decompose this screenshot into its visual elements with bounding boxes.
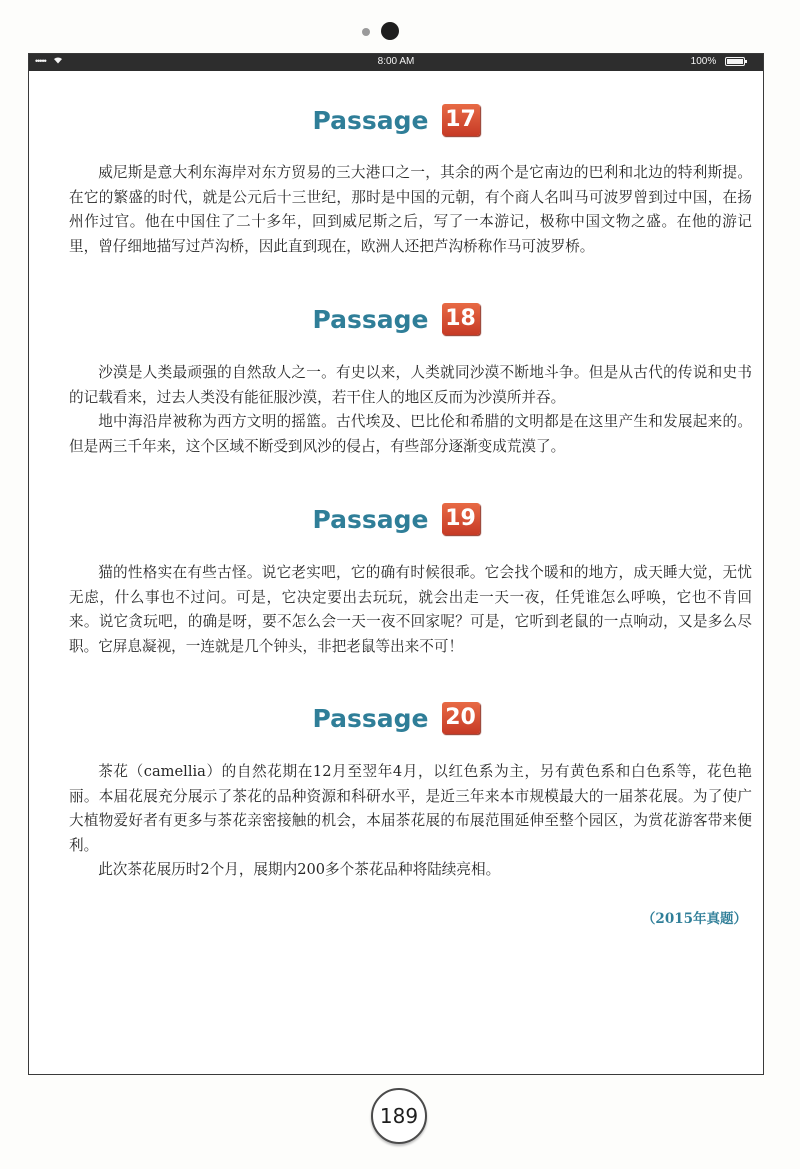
page-number-container — [0, 1088, 800, 1144]
passage-number-badge: 18 — [442, 303, 480, 335]
battery-percent: 100% — [690, 56, 717, 67]
passage-paragraph: 茶花（camellia）的自然花期在12月至翌年4月，以红色系为主，另有黄色系和白色系等，花色艳丽。本届花展充分展示了茶花的品种资源和科研水平，是近三年来本市规模最大的一届茶花展。为了使广大植物爱好者有更多与茶花亲密接触的机会，本届茶花展的布展范围延伸至整个园区，为赏花游客带来便利。 — [69, 763, 752, 854]
passage-paragraph: 沙漠是人类最顽强的自然敌人之一。有史以来，人类就同沙漠不断地斗争。但是从古代的传说和史书的记载看来，过去人类没有能征服沙漠，若干住人的地区反而为沙漠所并吞。 — [69, 364, 752, 406]
passage-heading-word: Passage — [312, 703, 429, 733]
battery-icon — [725, 57, 745, 66]
passage-heading — [29, 303, 763, 343]
page-dot-inactive[interactable] — [362, 28, 370, 36]
exam-source-note: （2015年真题） — [641, 911, 747, 927]
passage-body — [69, 361, 752, 459]
passage-body — [69, 161, 752, 259]
page-number: 189 — [371, 1088, 427, 1144]
passage-paragraph: 此次茶花展历时2个月，展期内200多个茶花品种将陆续亮相。 — [98, 861, 501, 878]
passage-heading — [29, 702, 763, 742]
passage-heading-word: Passage — [312, 504, 429, 534]
battery-indicator — [691, 56, 745, 67]
passage-heading-word: Passage — [312, 105, 429, 135]
passage-paragraph: 猫的性格实在有些古怪。说它老实吧，它的确有时候很乖。它会找个暖和的地方，成天睡大觉，无忧无虑，什么事也不过问。可是，它决定要出去玩玩，就会出走一天一夜，任凭谁怎么呼唤，它也不肯回来。说它贪玩吧，的确是呀，要不怎么会一天一夜不回家呢？可是，它听到老鼠的一点响动，又是多么尽职。它屏息凝视，一连就是几个钟头，非把老鼠等出来不可！ — [69, 564, 752, 655]
passage-number-badge: 17 — [442, 104, 480, 136]
page-dot-active[interactable] — [381, 22, 399, 40]
passage-heading — [29, 104, 763, 144]
signal-strength-icon: ••••• — [35, 56, 46, 66]
passage-number-badge: 20 — [442, 702, 480, 734]
passage-body — [69, 561, 752, 659]
passage-heading — [29, 503, 763, 543]
passage-number-badge: 19 — [442, 503, 480, 535]
passage-heading-word: Passage — [312, 304, 429, 334]
page-indicator-dots — [0, 18, 800, 48]
passage-paragraph: 威尼斯是意大利东海岸对东方贸易的三大港口之一，其余的两个是它南边的巴利和北边的特利斯提。在它的繁盛的时代，就是公元后十三世纪，那时是中国的元朝，有个商人名叫马可波罗曾到过中国，在扬州作过官。他在中国住了二十多年，回到威尼斯之后，写了一本游记，极称中国文物之盛。在他的游记里，曾仔细地描写过芦沟桥，因此直到现在，欧洲人还把芦沟桥称作马可波罗桥。 — [69, 164, 752, 255]
status-time: 8:00 AM — [377, 56, 415, 67]
status-bar — [29, 54, 763, 71]
passage-body — [69, 760, 752, 883]
tablet-screen — [28, 53, 764, 1075]
passage-paragraph: 地中海沿岸被称为西方文明的摇篮。古代埃及、巴比伦和希腊的文明都是在这里产生和发展起来的。但是两三千年来，这个区域不断受到风沙的侵占，有些部分逐渐变成荒漠了。 — [69, 413, 752, 455]
